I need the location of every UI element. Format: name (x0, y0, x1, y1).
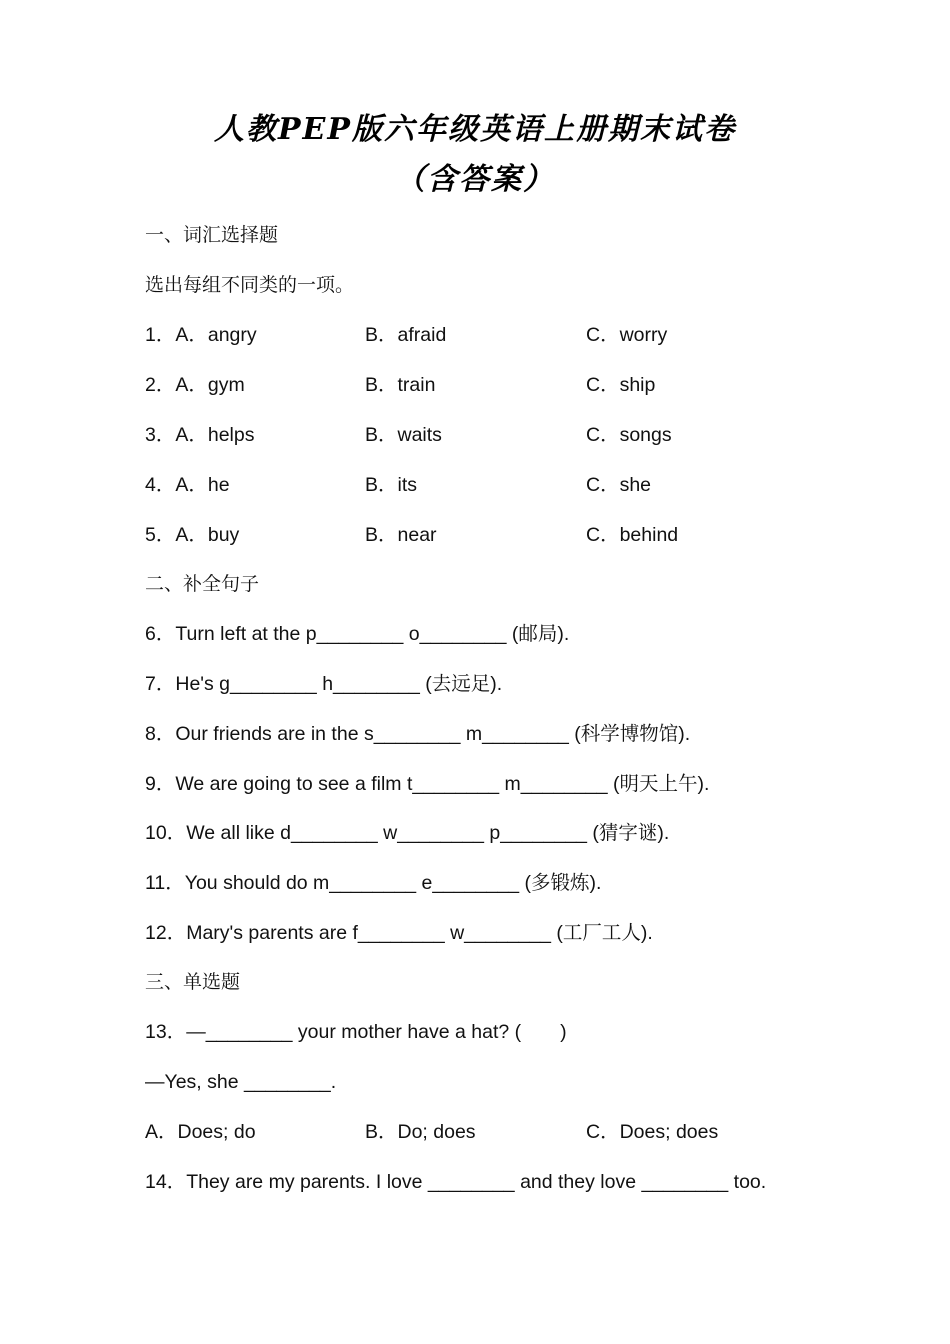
question-14 (145, 1169, 766, 1195)
option-b: B．near (365, 524, 437, 546)
section-heading-vocabulary: 一、词汇选择题 (145, 224, 279, 246)
question-number: 11． (145, 872, 185, 894)
question-6 (145, 621, 569, 647)
question-number: 14． (145, 1171, 187, 1193)
question-number: 9． (145, 773, 176, 795)
option-c: C．she (586, 474, 652, 496)
option-b: B．waits (365, 424, 442, 446)
question-number: 3． (145, 424, 176, 446)
question-text: They are my parents. I love ________ and they love ________ too. (186, 1171, 767, 1193)
question-number: 1． (145, 324, 176, 346)
question-text: We all like d________ w________ p________ (猜字谜). (186, 822, 670, 844)
question-number: 4． (145, 474, 176, 496)
option-a: A．helps (175, 424, 255, 446)
question-text: You should do m________ e________ (多锻炼). (184, 872, 602, 894)
question-10 (145, 820, 669, 846)
question-text: Our friends are in the s________ m________ (科学博物馆). (175, 723, 691, 745)
question-text: Mary's parents are f________ w________ (工厂工人). (186, 922, 653, 944)
question-12 (145, 920, 653, 946)
option-c: C．behind (586, 524, 679, 546)
option-a: A．gym (175, 374, 245, 396)
question-number: 12． (145, 922, 187, 944)
section-heading-complete-sentences: 二、补全句子 (145, 573, 260, 595)
page-title: 人教PEP版六年级英语上册期末试卷 (214, 112, 736, 147)
option-b: B．afraid (365, 324, 447, 346)
option-b: B．Do; does (365, 1121, 476, 1143)
question-text: —________ your mother have a hat? ( ) (186, 1021, 567, 1043)
question-number: 8． (145, 723, 176, 745)
option-a: A．Does; do (145, 1121, 256, 1143)
section-heading-single-choice: 三、单选题 (145, 971, 241, 993)
option-c: C．worry (586, 324, 668, 346)
question-13-line2: —Yes, she ________. (145, 1071, 337, 1093)
section-instruction: 选出每组不同类的一项。 (145, 274, 355, 296)
option-a: A．angry (175, 324, 257, 346)
question-text: Turn left at the p________ o________ (邮局). (175, 623, 570, 645)
question-text: We are going to see a film t________ m________ (明天上午). (175, 773, 710, 795)
question-number: 7． (145, 673, 176, 695)
question-text: He's g________ h________ (去远足). (175, 673, 503, 695)
question-11 (145, 870, 601, 896)
question-number: 10． (145, 822, 187, 844)
question-9 (145, 771, 709, 797)
page-subtitle: （含答案） (395, 162, 555, 197)
option-c: C．ship (586, 374, 656, 396)
question-number: 5． (145, 524, 176, 546)
option-a: A．buy (175, 524, 240, 546)
option-b: B．its (365, 474, 418, 496)
question-8 (145, 721, 690, 747)
question-7 (145, 671, 502, 697)
option-a: A．he (175, 474, 230, 496)
question-number: 2． (145, 374, 176, 396)
option-b: B．train (365, 374, 436, 396)
option-c: C．Does; does (586, 1121, 719, 1143)
option-c: C．songs (586, 424, 672, 446)
question-number: 6． (145, 623, 176, 645)
question-number: 13． (145, 1021, 187, 1043)
question-13 (145, 1019, 567, 1045)
